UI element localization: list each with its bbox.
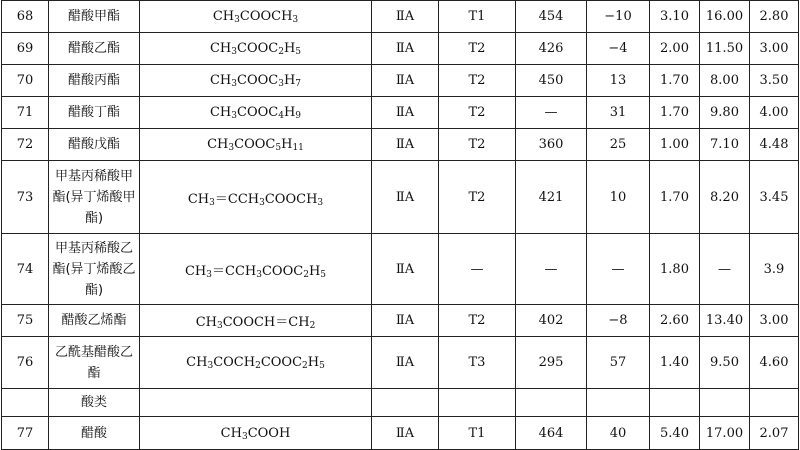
flash-point: 13 bbox=[587, 65, 650, 97]
explosion-limit-upper: 7.10 bbox=[700, 129, 750, 161]
table-row bbox=[2, 234, 799, 305]
row-number: 75 bbox=[2, 305, 49, 337]
vapor-density: 1.80 bbox=[650, 234, 700, 305]
vapor-density: 1.70 bbox=[650, 97, 700, 129]
explosion-limit-upper: 9.80 bbox=[700, 97, 750, 129]
substance-name: 乙酰基醋酸乙酯 bbox=[49, 337, 140, 389]
temperature-group: T2 bbox=[439, 129, 516, 161]
vapor-density: 2.00 bbox=[650, 33, 700, 65]
explosion-limit-upper: 11.50 bbox=[700, 33, 750, 65]
flash-point: — bbox=[587, 234, 650, 305]
explosion-limit-lower: 3.00 bbox=[750, 305, 799, 337]
ignition-temperature: 402 bbox=[516, 305, 587, 337]
explosion-limit-upper bbox=[700, 389, 750, 417]
explosion-class: ⅡA bbox=[372, 33, 439, 65]
explosion-limit-upper: 17.00 bbox=[700, 417, 750, 450]
explosion-limit-lower: 4.48 bbox=[750, 129, 799, 161]
row-number: 72 bbox=[2, 129, 49, 161]
flash-point: 25 bbox=[587, 129, 650, 161]
substance-name: 醋酸乙酯 bbox=[49, 33, 140, 65]
explosion-limit-upper: 16.00 bbox=[700, 1, 750, 33]
row-number: 68 bbox=[2, 1, 49, 33]
ignition-temperature: 295 bbox=[516, 337, 587, 389]
temperature-group bbox=[439, 389, 516, 417]
substance-name: 醋酸甲酯 bbox=[49, 1, 140, 33]
temperature-group: T2 bbox=[439, 161, 516, 234]
table-row bbox=[2, 337, 799, 389]
ignition-temperature bbox=[516, 389, 587, 417]
ignition-temperature: 454 bbox=[516, 1, 587, 33]
row-number: 77 bbox=[2, 417, 49, 450]
chemical-formula: $CH_3COOC_3H_7$ bbox=[140, 65, 372, 97]
row-number bbox=[2, 389, 49, 417]
table-row bbox=[2, 129, 799, 161]
explosion-class: ⅡA bbox=[372, 129, 439, 161]
chemical-formula: $CH_3COCH_2COOC_2H_5$ bbox=[140, 337, 372, 389]
vapor-density: 1.00 bbox=[650, 129, 700, 161]
table-row bbox=[2, 389, 799, 417]
table-row bbox=[2, 33, 799, 65]
explosion-limit-upper: 13.40 bbox=[700, 305, 750, 337]
vapor-density: 1.70 bbox=[650, 161, 700, 234]
vapor-density bbox=[650, 389, 700, 417]
substance-name: 甲基丙稀酸乙酯(异丁烯酸乙酯) bbox=[49, 234, 140, 305]
explosion-class: ⅡA bbox=[372, 234, 439, 305]
ignition-temperature: 360 bbox=[516, 129, 587, 161]
temperature-group: T2 bbox=[439, 97, 516, 129]
table-body bbox=[2, 1, 799, 450]
explosion-class: ⅡA bbox=[372, 417, 439, 450]
vapor-density: 2.60 bbox=[650, 305, 700, 337]
flash-point: 10 bbox=[587, 161, 650, 234]
explosion-class: ⅡA bbox=[372, 305, 439, 337]
chemical-formula: $CH_3COOC_5H_{11}$ bbox=[140, 129, 372, 161]
flash-point: 40 bbox=[587, 417, 650, 450]
explosion-limit-upper: 8.00 bbox=[700, 65, 750, 97]
explosion-limit-upper: — bbox=[700, 234, 750, 305]
explosion-class: ⅡA bbox=[372, 97, 439, 129]
explosion-limit-lower: 3.00 bbox=[750, 33, 799, 65]
chemical-formula: $CH_3COOH$ bbox=[140, 417, 372, 450]
row-number: 69 bbox=[2, 33, 49, 65]
temperature-group: T2 bbox=[439, 305, 516, 337]
flash-point: −4 bbox=[587, 33, 650, 65]
substance-name: 甲基丙稀酸甲酯(异丁烯酸甲酯) bbox=[49, 161, 140, 234]
explosion-class: ⅡA bbox=[372, 65, 439, 97]
vapor-density: 5.40 bbox=[650, 417, 700, 450]
table-row bbox=[2, 161, 799, 234]
table-row bbox=[2, 97, 799, 129]
explosion-limit-lower: 3.9 bbox=[750, 234, 799, 305]
flash-point: 31 bbox=[587, 97, 650, 129]
explosion-limit-lower: 2.07 bbox=[750, 417, 799, 450]
ignition-temperature: — bbox=[516, 234, 587, 305]
flash-point: 57 bbox=[587, 337, 650, 389]
table-row bbox=[2, 417, 799, 450]
substance-name: 醋酸戊酯 bbox=[49, 129, 140, 161]
chemical-formula: $CH_3COOC_2H_5$ bbox=[140, 33, 372, 65]
row-number: 76 bbox=[2, 337, 49, 389]
table-row bbox=[2, 1, 799, 33]
flash-point bbox=[587, 389, 650, 417]
ignition-temperature: 464 bbox=[516, 417, 587, 450]
chemical-formula: $CH_3COOCH_3$ bbox=[140, 1, 372, 33]
chemical-properties-table bbox=[1, 0, 799, 450]
temperature-group: T2 bbox=[439, 33, 516, 65]
vapor-density: 1.40 bbox=[650, 337, 700, 389]
row-number: 74 bbox=[2, 234, 49, 305]
vapor-density: 3.10 bbox=[650, 1, 700, 33]
row-number: 71 bbox=[2, 97, 49, 129]
explosion-limit-upper: 9.50 bbox=[700, 337, 750, 389]
ignition-temperature: 426 bbox=[516, 33, 587, 65]
row-number: 70 bbox=[2, 65, 49, 97]
explosion-class bbox=[372, 389, 439, 417]
substance-name: 醋酸丙酯 bbox=[49, 65, 140, 97]
ignition-temperature: 421 bbox=[516, 161, 587, 234]
explosion-limit-lower: 3.50 bbox=[750, 65, 799, 97]
chemical-formula: $CH_3COOCH=CH_2$ bbox=[140, 305, 372, 337]
explosion-limit-lower: 4.60 bbox=[750, 337, 799, 389]
row-number: 73 bbox=[2, 161, 49, 234]
flash-point: −8 bbox=[587, 305, 650, 337]
explosion-class: ⅡA bbox=[372, 161, 439, 234]
substance-name: 醋酸 bbox=[49, 417, 140, 450]
temperature-group: T2 bbox=[439, 65, 516, 97]
temperature-group: T1 bbox=[439, 417, 516, 450]
chemical-formula: $CH_3=CCH_3COOCH_3$ bbox=[140, 161, 372, 234]
explosion-class: ⅡA bbox=[372, 337, 439, 389]
table-row bbox=[2, 65, 799, 97]
substance-name: 醋酸丁酯 bbox=[49, 97, 140, 129]
chemical-formula: $CH_3=CCH_3COOC_2H_5$ bbox=[140, 234, 372, 305]
explosion-class: ⅡA bbox=[372, 1, 439, 33]
chemical-formula bbox=[140, 389, 372, 417]
ignition-temperature: 450 bbox=[516, 65, 587, 97]
vapor-density: 1.70 bbox=[650, 65, 700, 97]
ignition-temperature: — bbox=[516, 97, 587, 129]
temperature-group: — bbox=[439, 234, 516, 305]
table-row bbox=[2, 305, 799, 337]
explosion-limit-lower: 4.00 bbox=[750, 97, 799, 129]
explosion-limit-lower bbox=[750, 389, 799, 417]
substance-name: 酸类 bbox=[49, 389, 140, 417]
explosion-limit-lower: 2.80 bbox=[750, 1, 799, 33]
substance-name: 醋酸乙烯酯 bbox=[49, 305, 140, 337]
flash-point: −10 bbox=[587, 1, 650, 33]
explosion-limit-upper: 8.20 bbox=[700, 161, 750, 234]
chemical-formula: $CH_3COOC_4H_9$ bbox=[140, 97, 372, 129]
explosion-limit-lower: 3.45 bbox=[750, 161, 799, 234]
temperature-group: T3 bbox=[439, 337, 516, 389]
temperature-group: T1 bbox=[439, 1, 516, 33]
